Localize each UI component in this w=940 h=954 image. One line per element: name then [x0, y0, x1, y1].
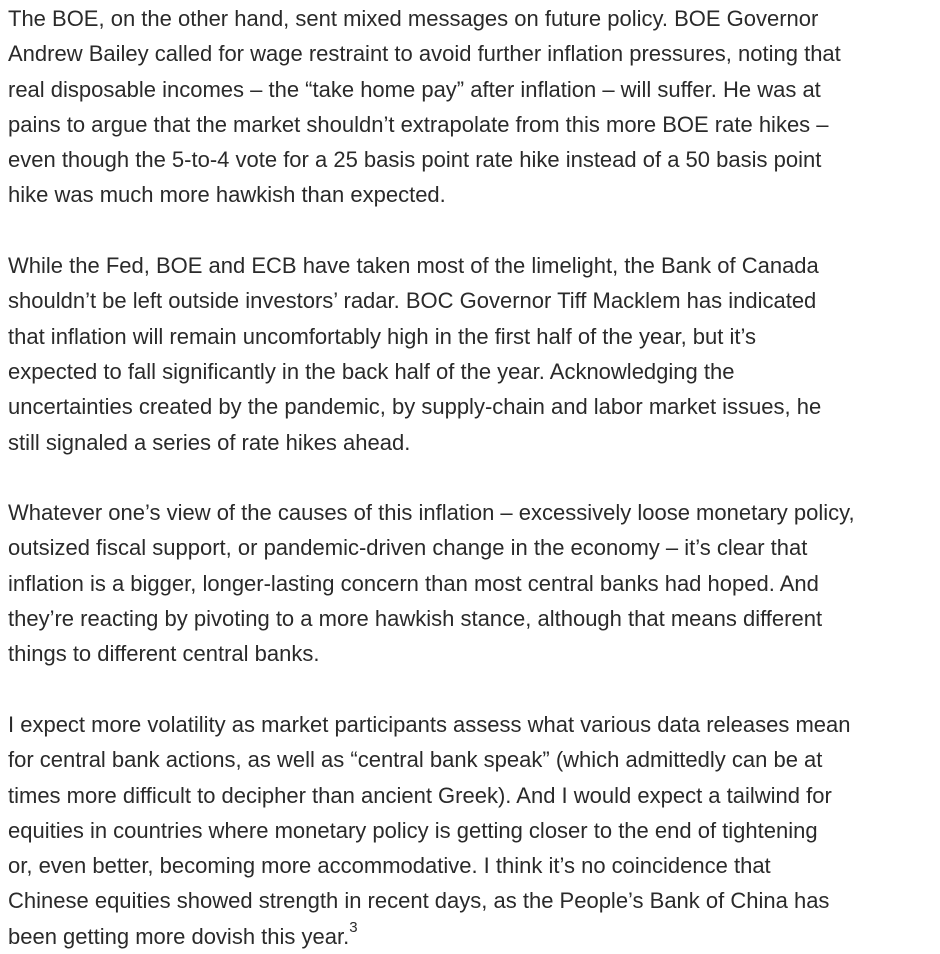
paragraph-boe-policy — [8, 1, 940, 213]
text-line: for central bank actions, as well as “central bank speak” (which admittedly can be at — [8, 747, 823, 773]
paragraph-volatility-outlook — [8, 707, 940, 954]
text-line: pains to argue that the market shouldn’t extrapolate from this more BOE rate hikes – — [8, 111, 829, 137]
text-line: The BOE, on the other hand, sent mixed messages on future policy. BOE Governor — [8, 6, 819, 31]
text-line: equities in countries where monetary policy is getting closer to the end of tightening — [8, 817, 818, 843]
footnote-reference[interactable]: 3 — [349, 919, 358, 937]
text-line: shouldn’t be left outside investors’ radar. BOC Governor Tiff Macklem has indicated — [8, 288, 817, 314]
text-line: Chinese equities showed strength in recent days, as the People’s Bank of China has — [8, 888, 830, 914]
paragraph-inflation-view — [8, 495, 940, 671]
text-line: uncertainties created by the pandemic, by supply-chain and labor market issues, he — [8, 394, 822, 420]
text-line: While the Fed, BOE and ECB have taken most of the limelight, the Bank of Canada — [8, 253, 819, 279]
text-line: things to different central banks. — [8, 641, 320, 667]
text-line-last — [8, 919, 940, 954]
text-line: Andrew Bailey called for wage restraint to avoid further inflation pressures, noting that — [8, 41, 841, 67]
text-line: they’re reacting by pivoting to a more hawkish stance, although that means different — [8, 606, 823, 632]
paragraph-bank-of-canada — [8, 248, 940, 460]
text-line: been getting more dovish this year. — [8, 923, 350, 949]
text-line: I expect more volatility as market participants assess what various data releases mean — [8, 711, 851, 737]
text-line: still signaled a series of rate hikes ahead. — [8, 429, 411, 455]
text-line: expected to fall significantly in the back half of the year. Acknowledging the — [8, 358, 735, 384]
text-line: or, even better, becoming more accommodative. I think it’s no coincidence that — [8, 853, 771, 879]
text-line: Whatever one’s view of the causes of this inflation – excessively loose monetary policy, — [8, 500, 855, 526]
text-line: times more difficult to decipher than ancient Greek). And I would expect a tailwind for — [8, 782, 832, 808]
text-line: outsized fiscal support, or pandemic-driven change in the economy – it’s clear that — [8, 535, 808, 561]
text-line: hike was much more hawkish than expected. — [8, 182, 446, 208]
text-line: even though the 5-to-4 vote for a 25 basis point rate hike instead of a 50 basis point — [8, 147, 822, 173]
text-line: real disposable incomes – the “take home pay” after inflation – will suffer. He was at — [8, 76, 821, 102]
text-line: that inflation will remain uncomfortably high in the first half of the year, but it’s — [8, 323, 756, 349]
text-line: inflation is a bigger, longer-lasting concern than most central banks had hoped. And — [8, 570, 819, 596]
